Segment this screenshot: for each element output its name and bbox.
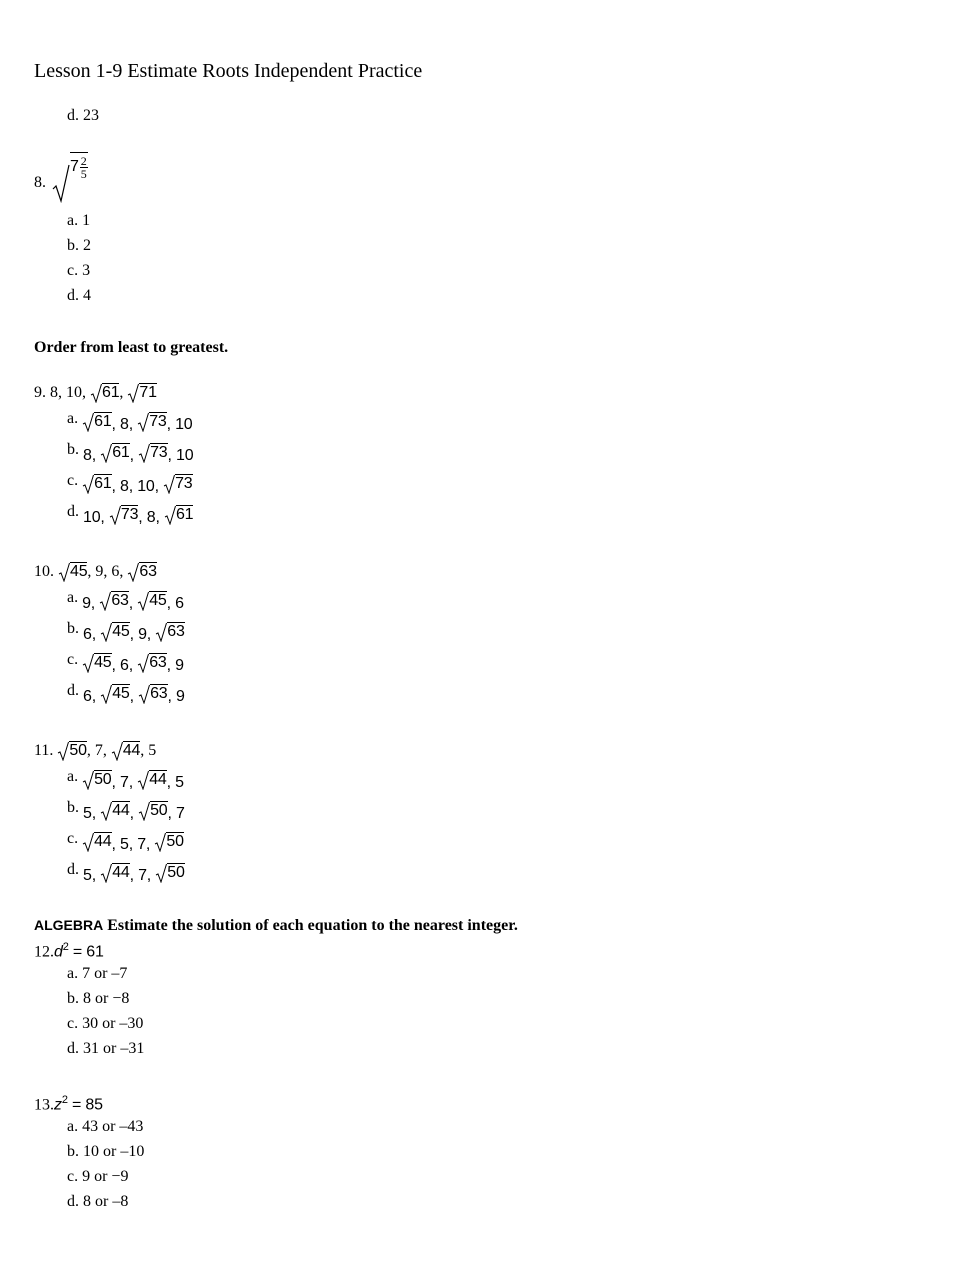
- q10-option-a: [67, 590, 184, 612]
- radical-sign-icon: [90, 383, 102, 403]
- radicand: 44: [122, 742, 141, 759]
- option-text: , 7,: [111, 774, 138, 791]
- q8-whole: 7: [70, 158, 79, 175]
- q10-option-d: [67, 683, 185, 705]
- q12-variable: d: [54, 943, 63, 961]
- radical-sign-icon: [111, 741, 123, 761]
- radical-sign-icon: [100, 863, 112, 883]
- option-text: ,: [129, 688, 139, 705]
- option-text: , 8,: [111, 416, 138, 433]
- option-text: ,: [128, 595, 138, 612]
- q8-numerator: 2: [80, 153, 87, 168]
- radicand: 61: [94, 413, 112, 430]
- radicand: 61: [175, 506, 194, 523]
- q12-option-c: c. 30 or –30: [67, 1015, 144, 1032]
- q9-number: 9.: [34, 384, 46, 402]
- algebra-tag: ALGEBRA: [34, 917, 104, 933]
- radicand: 63: [111, 592, 129, 609]
- radical-sign-icon: [100, 622, 112, 642]
- radical-sign-icon: [82, 474, 94, 494]
- option-text: , 9: [167, 688, 185, 705]
- radicand: 45: [112, 685, 130, 702]
- q9-option-d: [67, 504, 193, 526]
- option-label: b.: [67, 799, 79, 816]
- radical-sign-icon: [127, 562, 139, 582]
- q13-variable: z: [54, 1096, 62, 1114]
- option-text: , 10: [166, 416, 193, 433]
- q11-option-b: [67, 800, 185, 822]
- radical-sign-icon: [154, 832, 166, 852]
- radical-sign-icon: [99, 591, 111, 611]
- radical-sign-icon: [57, 741, 69, 761]
- q8-radicand: [70, 152, 88, 180]
- option-label: b.: [67, 441, 79, 458]
- q8-option-b: b. 2: [67, 237, 91, 254]
- radical-sign-icon: [138, 443, 150, 463]
- option-text: 5,: [83, 805, 101, 822]
- q8-option-d: d. 4: [67, 287, 91, 304]
- radical-sign-icon: [58, 562, 70, 582]
- option-text: 8,: [83, 447, 101, 464]
- option-label: c.: [67, 651, 79, 668]
- option-text: , 5, 7,: [111, 836, 155, 853]
- option-text: , 6: [166, 595, 184, 612]
- option-text: ,: [129, 447, 139, 464]
- option-label: a.: [67, 768, 79, 785]
- radicand: 45: [94, 654, 112, 671]
- option-text: , 8,: [138, 509, 164, 526]
- algebra-instruction: Estimate the solution of each equation to the nearest integer.: [103, 917, 518, 934]
- q12-option-a: a. 7 or –7: [67, 965, 128, 982]
- q10-prompt-part: , 9, 6,: [87, 563, 128, 581]
- radicand: 63: [149, 654, 167, 671]
- radical-sign-icon: [137, 770, 149, 790]
- radical-sign-icon: [82, 412, 94, 432]
- radical-sign-icon: [163, 474, 175, 494]
- q9-option-c: [67, 473, 193, 495]
- option-text: , 9: [166, 657, 184, 674]
- option-label: a.: [67, 410, 79, 427]
- option-label: d.: [67, 682, 79, 699]
- radicand: 73: [120, 506, 139, 523]
- radicand: 73: [150, 444, 168, 461]
- radical-sign-icon: [100, 684, 112, 704]
- radicand: 63: [150, 685, 168, 702]
- option-text: , 5: [166, 774, 184, 791]
- radical-sign-icon: [164, 505, 176, 525]
- q13-option-a: a. 43 or –43: [67, 1118, 144, 1135]
- option-label: b.: [67, 620, 79, 637]
- section-heading-order: Order from least to greatest.: [34, 339, 229, 356]
- radical-sign-icon: [109, 505, 121, 525]
- q9-option-a: [67, 411, 193, 433]
- radical-sign-icon: [82, 770, 94, 790]
- radicand: 50: [166, 833, 184, 850]
- q11-prompt: [34, 741, 156, 762]
- option-label: d.: [67, 861, 79, 878]
- q11-option-a: [67, 769, 184, 791]
- option-text: ,: [129, 805, 139, 822]
- q13-number: 13.: [34, 1096, 54, 1114]
- q12-option-b: b. 8 or −8: [67, 990, 130, 1007]
- radicand: 44: [94, 833, 112, 850]
- radical: [127, 383, 156, 404]
- q8-denominator: 5: [80, 166, 87, 181]
- radicand: 73: [175, 475, 193, 492]
- q7-option-d: d. 23: [67, 107, 99, 124]
- section-heading-algebra: [34, 918, 518, 934]
- radical-sign-icon: [137, 591, 149, 611]
- option-label: c.: [67, 472, 79, 489]
- page-title: Lesson 1-9 Estimate Roots Independent Practice: [34, 60, 423, 82]
- radicand: 50: [167, 864, 185, 881]
- q11-option-d: [67, 862, 185, 884]
- radical-sign-icon: [155, 863, 167, 883]
- q11-option-c: [67, 831, 184, 853]
- radical-sign-icon: [52, 163, 70, 203]
- radical: [127, 562, 156, 583]
- radical-sign-icon: [82, 653, 94, 673]
- option-text: , 7: [167, 805, 185, 822]
- option-label: c.: [67, 830, 79, 847]
- q13-option-d: d. 8 or –8: [67, 1193, 129, 1210]
- q12-prompt: [34, 942, 104, 960]
- option-text: 6,: [83, 688, 101, 705]
- q9-option-b: [67, 442, 193, 464]
- option-text: , 6,: [111, 657, 138, 674]
- radical-sign-icon: [137, 653, 149, 673]
- radical-sign-icon: [155, 622, 167, 642]
- radical-sign-icon: [82, 832, 94, 852]
- q10-number: 10.: [34, 563, 54, 581]
- q8-number: 8.: [34, 174, 46, 191]
- radical: [90, 383, 119, 404]
- radicand: 45: [70, 563, 88, 580]
- radical-sign-icon: [137, 412, 149, 432]
- radical: [58, 562, 87, 583]
- q13-prompt: [34, 1095, 103, 1113]
- radicand: 45: [149, 592, 167, 609]
- q13-exponent: 2: [61, 1094, 68, 1106]
- q12-exponent: 2: [62, 941, 69, 953]
- radicand: 61: [112, 444, 130, 461]
- radicand: 44: [112, 864, 130, 881]
- q9-prompt-part: 8, 10,: [50, 384, 90, 402]
- option-text: , 7,: [129, 867, 156, 884]
- option-text: , 10: [167, 447, 194, 464]
- radical: [111, 741, 140, 762]
- q11-number: 11.: [34, 742, 54, 760]
- radical: [57, 741, 86, 762]
- q11-prompt-part: , 5: [140, 742, 157, 760]
- radical-sign-icon: [100, 443, 112, 463]
- radical-sign-icon: [127, 383, 139, 403]
- radical-sign-icon: [138, 801, 150, 821]
- radicand: 61: [102, 384, 120, 401]
- radical-sign-icon: [100, 801, 112, 821]
- radical-sign-icon: [138, 684, 150, 704]
- radicand: 73: [149, 413, 167, 430]
- q12-number: 12.: [34, 943, 54, 961]
- option-text: 5,: [83, 867, 101, 884]
- q8-option-c: c. 3: [67, 262, 91, 279]
- option-label: d.: [67, 503, 79, 520]
- q10-option-b: [67, 621, 185, 643]
- q8-fraction: [80, 155, 88, 180]
- q8-option-a: a. 1: [67, 212, 91, 229]
- q11-prompt-part: , 7,: [86, 742, 111, 760]
- q9-prompt-part: ,: [119, 384, 128, 402]
- q9-prompt: [34, 383, 157, 404]
- radicand: 63: [139, 563, 157, 580]
- radicand: 50: [150, 802, 168, 819]
- option-text: 10,: [83, 509, 109, 526]
- radicand: 63: [167, 623, 185, 640]
- radicand: 44: [149, 771, 167, 788]
- option-text: , 9,: [129, 626, 156, 643]
- radicand: 61: [94, 475, 112, 492]
- radicand: 45: [112, 623, 130, 640]
- option-text: , 8, 10,: [111, 478, 164, 495]
- option-text: 9,: [82, 595, 100, 612]
- q13-rhs: = 85: [67, 1096, 103, 1114]
- option-label: a.: [67, 589, 79, 606]
- q10-prompt: [34, 562, 157, 583]
- radicand: 44: [112, 802, 130, 819]
- q13-option-b: b. 10 or –10: [67, 1143, 145, 1160]
- option-text: 6,: [83, 626, 101, 643]
- q12-rhs: = 61: [68, 943, 104, 961]
- q10-option-c: [67, 652, 184, 674]
- q12-option-d: d. 31 or –31: [67, 1040, 145, 1057]
- q13-option-c: c. 9 or −9: [67, 1168, 129, 1185]
- radicand: 50: [94, 771, 112, 788]
- radicand: 50: [69, 742, 87, 759]
- radicand: 71: [139, 384, 157, 401]
- q8-prompt: [34, 153, 88, 203]
